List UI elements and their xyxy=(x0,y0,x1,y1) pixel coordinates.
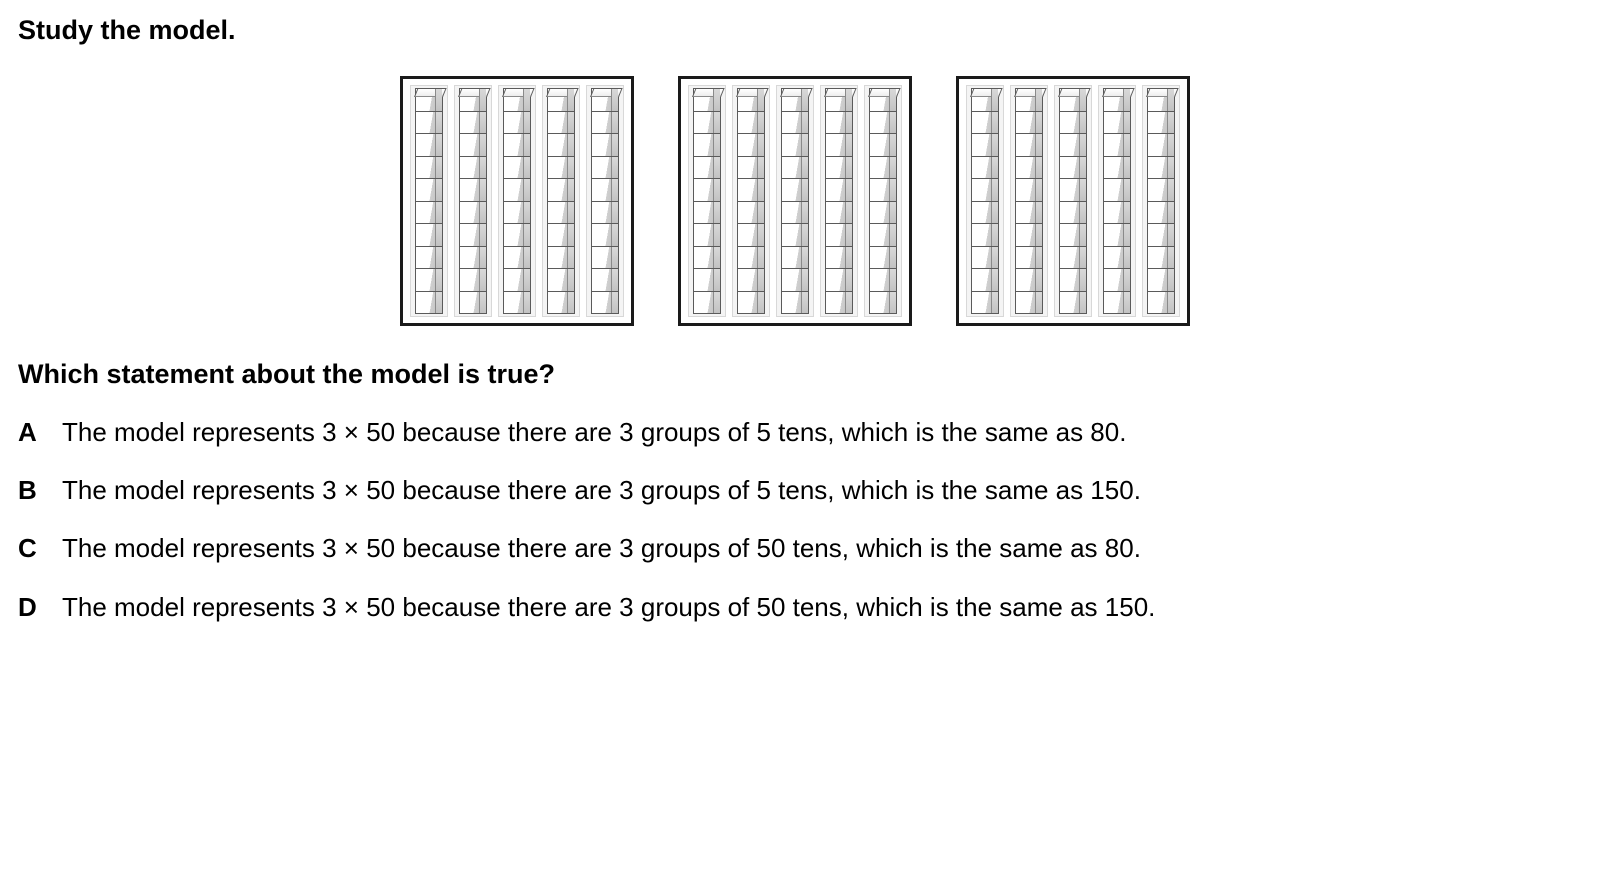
choice-text-c: The model represents 3 × 50 because there are 3 groups of 50 tens, which is the same as 80. xyxy=(62,533,1141,564)
ten-rod xyxy=(542,85,580,317)
choice-text-b: The model represents 3 × 50 because there are 3 groups of 5 tens, which is the same as 150. xyxy=(62,475,1141,506)
model-group xyxy=(956,76,1190,326)
ten-rod xyxy=(1098,85,1136,317)
choice-letter-d: D xyxy=(18,591,37,622)
ten-rod xyxy=(1054,85,1092,317)
choice-letter-a: A xyxy=(18,416,37,447)
choice-letter-b: B xyxy=(18,475,37,506)
cube-column xyxy=(1015,88,1043,314)
ten-rod xyxy=(1142,85,1180,317)
cube-column xyxy=(547,88,575,314)
choice-text-d: The model represents 3 × 50 because there are 3 groups of 50 tens, which is the same as 150. xyxy=(62,591,1156,622)
base-ten-model xyxy=(0,76,1602,326)
ten-rod xyxy=(410,85,448,317)
ten-rod xyxy=(454,85,492,317)
answer-choice-d[interactable] xyxy=(18,590,1602,624)
cube-column xyxy=(591,88,619,314)
choice-letter-c: C xyxy=(18,533,37,564)
cube-column xyxy=(415,88,443,314)
model-group xyxy=(400,76,634,326)
cube-column xyxy=(869,88,897,314)
answer-choice-a[interactable] xyxy=(18,415,1602,449)
ten-rod xyxy=(864,85,902,317)
ten-rod xyxy=(586,85,624,317)
cube-column xyxy=(825,88,853,314)
ten-rod xyxy=(498,85,536,317)
prompt-heading: Study the model. xyxy=(18,15,236,45)
ten-rod xyxy=(688,85,726,317)
cube-column xyxy=(737,88,765,314)
cube-column xyxy=(1147,88,1175,314)
cube-column xyxy=(503,88,531,314)
cube-column xyxy=(781,88,809,314)
answer-choices xyxy=(18,415,1602,624)
answer-choice-b[interactable] xyxy=(18,473,1602,507)
ten-rod xyxy=(776,85,814,317)
model-group xyxy=(678,76,912,326)
choice-text-a: The model represents 3 × 50 because there are 3 groups of 5 tens, which is the same as 80. xyxy=(62,416,1127,447)
ten-rod xyxy=(732,85,770,317)
cube-column xyxy=(1103,88,1131,314)
ten-rod xyxy=(820,85,858,317)
answer-choice-c[interactable] xyxy=(18,531,1602,565)
cube-column xyxy=(1059,88,1087,314)
ten-rod xyxy=(966,85,1004,317)
ten-rod xyxy=(1010,85,1048,317)
cube-column xyxy=(971,88,999,314)
cube-column xyxy=(459,88,487,314)
question-heading: Which statement about the model is true? xyxy=(18,359,556,390)
cube-column xyxy=(693,88,721,314)
